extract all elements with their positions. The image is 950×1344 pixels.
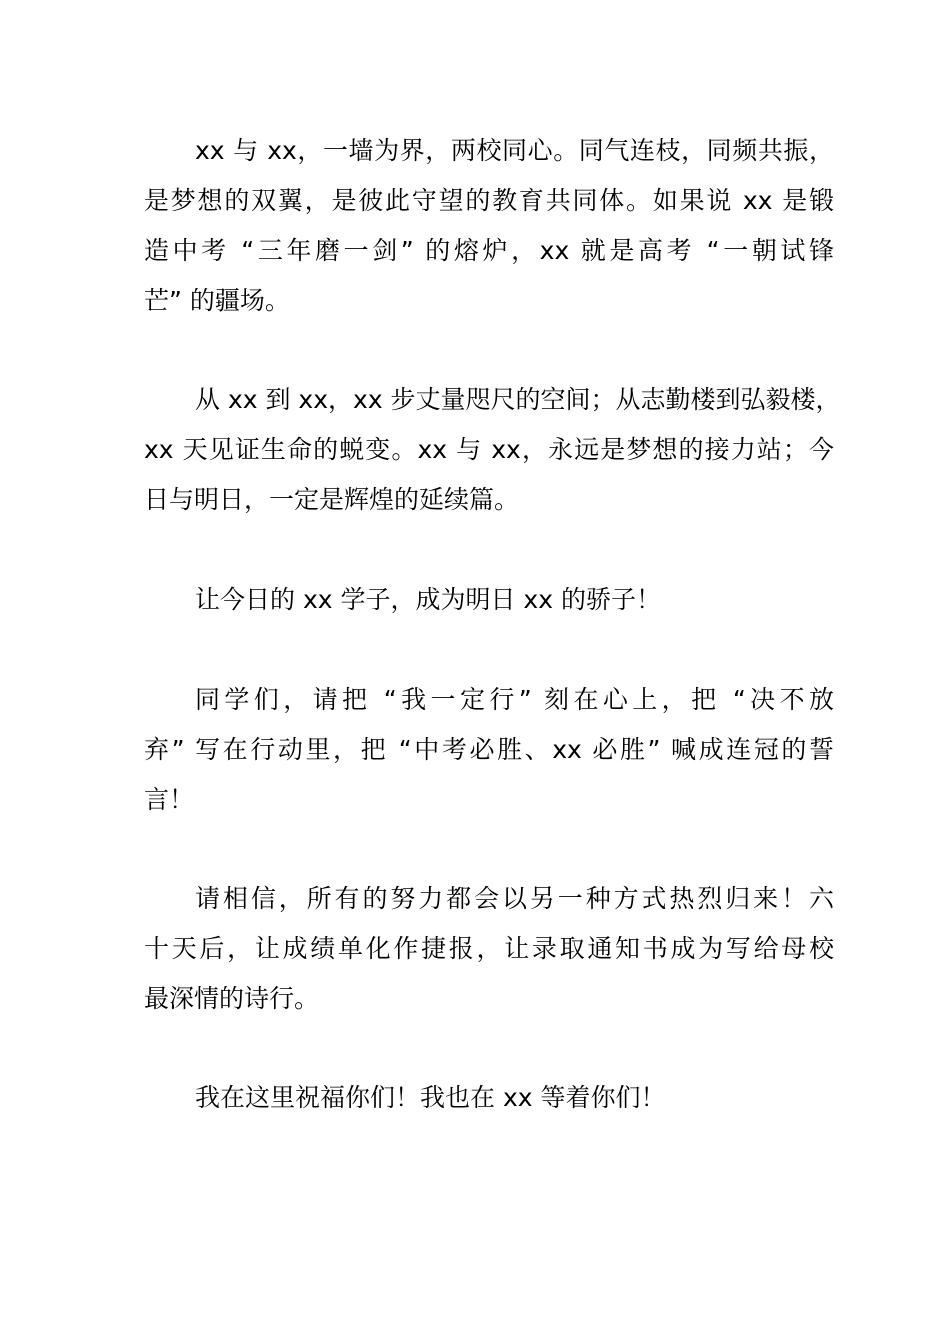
paragraph-line: xx 与 xx，一墙为界，两校同心。同气连枝，同频共振， [195,136,834,165]
paragraph-line: 日与明日，一定是辉煌的延续篇。 [144,485,520,514]
paragraph-line: 是梦想的双翼，是彼此守望的教育共同体。如果说 xx 是锻 [144,186,834,215]
paragraph-line: 十天后，让成绩单化作捷报，让录取通知书成为写给母校 [144,934,834,963]
paragraph-line: 同学们，请把 “我一定行” 刻在心上，把 “决不放 [195,685,834,714]
paragraph-line: 最深情的诗行。 [144,984,320,1013]
paragraph-line: 造中考 “三年磨一剑” 的熔炉，xx 就是高考 “一朝试锋 [144,236,834,265]
paragraph-line: 请相信，所有的努力都会以另一种方式热烈归来！六 [195,884,834,913]
paragraph-line: 让今日的 xx 学子，成为明日 xx 的骄子！ [195,585,661,614]
paragraph-line: 从 xx 到 xx，xx 步丈量咫尺的空间；从志勤楼到弘毅楼， [195,385,841,414]
paragraph-line: 我在这里祝福你们！我也在 xx 等着你们！ [195,1083,666,1112]
paragraph-line: 言！ [144,785,195,814]
paragraph-line: 芒” 的疆场。 [144,286,290,315]
paragraph-line: xx 天见证生命的蜕变。xx 与 xx，永远是梦想的接力站；今 [144,435,834,464]
paragraph-line: 弃” 写在行动里，把 “中考必胜、xx 必胜” 喊成连冠的誓 [144,735,834,764]
